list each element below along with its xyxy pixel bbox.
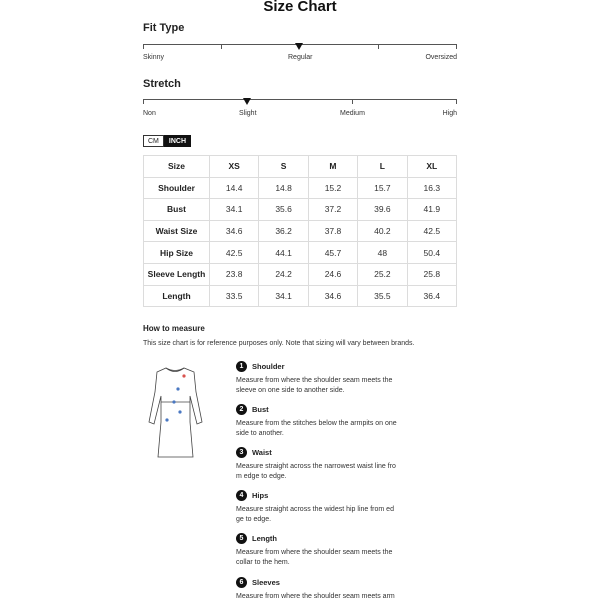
header-cell: S xyxy=(259,156,308,178)
dress-illustration xyxy=(140,362,210,462)
measure-item-bust xyxy=(236,404,416,439)
stretch-option: Slight xyxy=(239,110,257,117)
fit-type-option: Skinny xyxy=(143,54,165,61)
table-row xyxy=(144,263,457,285)
table-cell: 35.5 xyxy=(358,285,407,307)
measure-desc: Measure from where the shoulder seam meets the xyxy=(236,377,393,384)
number-badge: 3 xyxy=(236,447,247,458)
fit-type-label: Fit Type xyxy=(143,22,185,34)
stretch-marker xyxy=(243,98,251,105)
stretch-tick xyxy=(456,99,457,104)
measure-item-waist xyxy=(236,447,416,482)
row-label: Length xyxy=(144,285,210,307)
header-cell: XL xyxy=(407,156,456,178)
unit-toggle xyxy=(143,135,191,147)
fit-type-option: Oversized xyxy=(425,54,457,61)
header-cell: Size xyxy=(144,156,210,178)
length-point xyxy=(165,418,168,421)
measure-desc: Measure from the stitches below the armpits on one xyxy=(236,420,397,427)
table-cell: 34.6 xyxy=(308,285,357,307)
table-cell: 25.8 xyxy=(407,263,456,285)
page-title: Size Chart xyxy=(263,0,337,15)
measure-desc: Measure from where the shoulder seam meets the xyxy=(236,549,393,556)
row-label: Sleeve Length xyxy=(144,263,210,285)
table-cell: 44.1 xyxy=(259,242,308,264)
row-label: Bust xyxy=(144,199,210,221)
number-badge: 1 xyxy=(236,361,247,372)
measure-item-hips xyxy=(236,490,416,525)
measure-item-shoulder xyxy=(236,361,416,396)
table-cell: 15.2 xyxy=(308,177,357,199)
fit-type-marker xyxy=(295,43,303,50)
measure-name: Waist xyxy=(252,448,272,457)
fit-type-scale xyxy=(143,44,457,52)
table-cell: 37.2 xyxy=(308,199,357,221)
measure-name: Sleeves xyxy=(252,578,280,587)
number-badge: 4 xyxy=(236,490,247,501)
measure-desc: m edge to edge. xyxy=(236,473,287,480)
stretch-tick xyxy=(143,99,144,104)
table-cell: 41.9 xyxy=(407,199,456,221)
stretch-option: Medium xyxy=(340,110,365,117)
measure-desc: Measure straight across the widest hip line from ed xyxy=(236,506,394,513)
table-cell: 15.7 xyxy=(358,177,407,199)
table-cell: 34.1 xyxy=(259,285,308,307)
table-cell: 23.8 xyxy=(210,263,259,285)
table-cell: 14.4 xyxy=(210,177,259,199)
header-cell: L xyxy=(358,156,407,178)
number-badge: 2 xyxy=(236,404,247,415)
how-to-measure-note: This size chart is for reference purposes only. Note that sizing will vary between brands. xyxy=(143,340,415,347)
table-cell: 25.2 xyxy=(358,263,407,285)
measure-name: Hips xyxy=(252,491,269,500)
table-cell: 36.4 xyxy=(407,285,456,307)
fit-type-tick xyxy=(221,44,222,49)
measure-name: Bust xyxy=(252,405,269,414)
table-header-row xyxy=(144,156,457,178)
table-row xyxy=(144,285,457,307)
table-cell: 33.5 xyxy=(210,285,259,307)
table-cell: 16.3 xyxy=(407,177,456,199)
shoulder-point xyxy=(182,374,185,377)
measure-desc: side to another. xyxy=(236,430,284,437)
measure-item-sleeves xyxy=(236,577,416,602)
header-cell: M xyxy=(308,156,357,178)
stretch-label: Stretch xyxy=(143,78,181,90)
measure-name: Shoulder xyxy=(252,362,285,371)
inch-button[interactable]: INCH xyxy=(164,135,191,147)
table-cell: 24.2 xyxy=(259,263,308,285)
table-cell: 24.6 xyxy=(308,263,357,285)
table-cell: 37.8 xyxy=(308,220,357,242)
fit-type-tick xyxy=(456,44,457,49)
number-badge: 6 xyxy=(236,577,247,588)
measure-desc: Measure straight across the narrowest waist line fro xyxy=(236,463,396,470)
how-to-measure-title: How to measure xyxy=(143,324,205,333)
row-label: Waist Size xyxy=(144,220,210,242)
stretch-scale xyxy=(143,99,457,107)
waist-point xyxy=(172,400,175,403)
table-cell: 42.5 xyxy=(210,242,259,264)
table-cell: 35.6 xyxy=(259,199,308,221)
size-table xyxy=(143,155,457,307)
table-cell: 48 xyxy=(358,242,407,264)
fit-type-tick xyxy=(143,44,144,49)
stretch-line xyxy=(143,99,457,100)
measure-desc: sleeve on one side to another side. xyxy=(236,387,345,394)
table-cell: 36.2 xyxy=(259,220,308,242)
table-row xyxy=(144,220,457,242)
row-label: Shoulder xyxy=(144,177,210,199)
table-cell: 42.5 xyxy=(407,220,456,242)
stretch-labels xyxy=(143,110,457,120)
hip-point xyxy=(178,410,181,413)
measure-desc: ge to edge. xyxy=(236,516,272,523)
row-label: Hip Size xyxy=(144,242,210,264)
table-cell: 34.6 xyxy=(210,220,259,242)
stretch-tick xyxy=(352,99,353,104)
measure-item-length xyxy=(236,533,416,568)
number-badge: 5 xyxy=(236,533,247,544)
table-cell: 34.1 xyxy=(210,199,259,221)
bust-point xyxy=(176,387,179,390)
header-cell: XS xyxy=(210,156,259,178)
measure-name: Length xyxy=(252,534,277,543)
fit-type-option: Regular xyxy=(288,54,313,61)
fit-type-tick xyxy=(378,44,379,49)
stretch-option: Non xyxy=(143,110,156,117)
table-row xyxy=(144,177,457,199)
measure-desc: collar to the hem. xyxy=(236,559,290,566)
cm-button[interactable]: CM xyxy=(143,135,164,147)
table-cell: 50.4 xyxy=(407,242,456,264)
fit-type-labels xyxy=(143,54,457,64)
stretch-option: High xyxy=(442,110,457,117)
table-cell: 40.2 xyxy=(358,220,407,242)
table-row xyxy=(144,199,457,221)
table-cell: 45.7 xyxy=(308,242,357,264)
table-cell: 39.6 xyxy=(358,199,407,221)
measure-desc: Measure from where the shoulder seam meets arm xyxy=(236,593,395,600)
table-cell: 14.8 xyxy=(259,177,308,199)
table-row xyxy=(144,242,457,264)
